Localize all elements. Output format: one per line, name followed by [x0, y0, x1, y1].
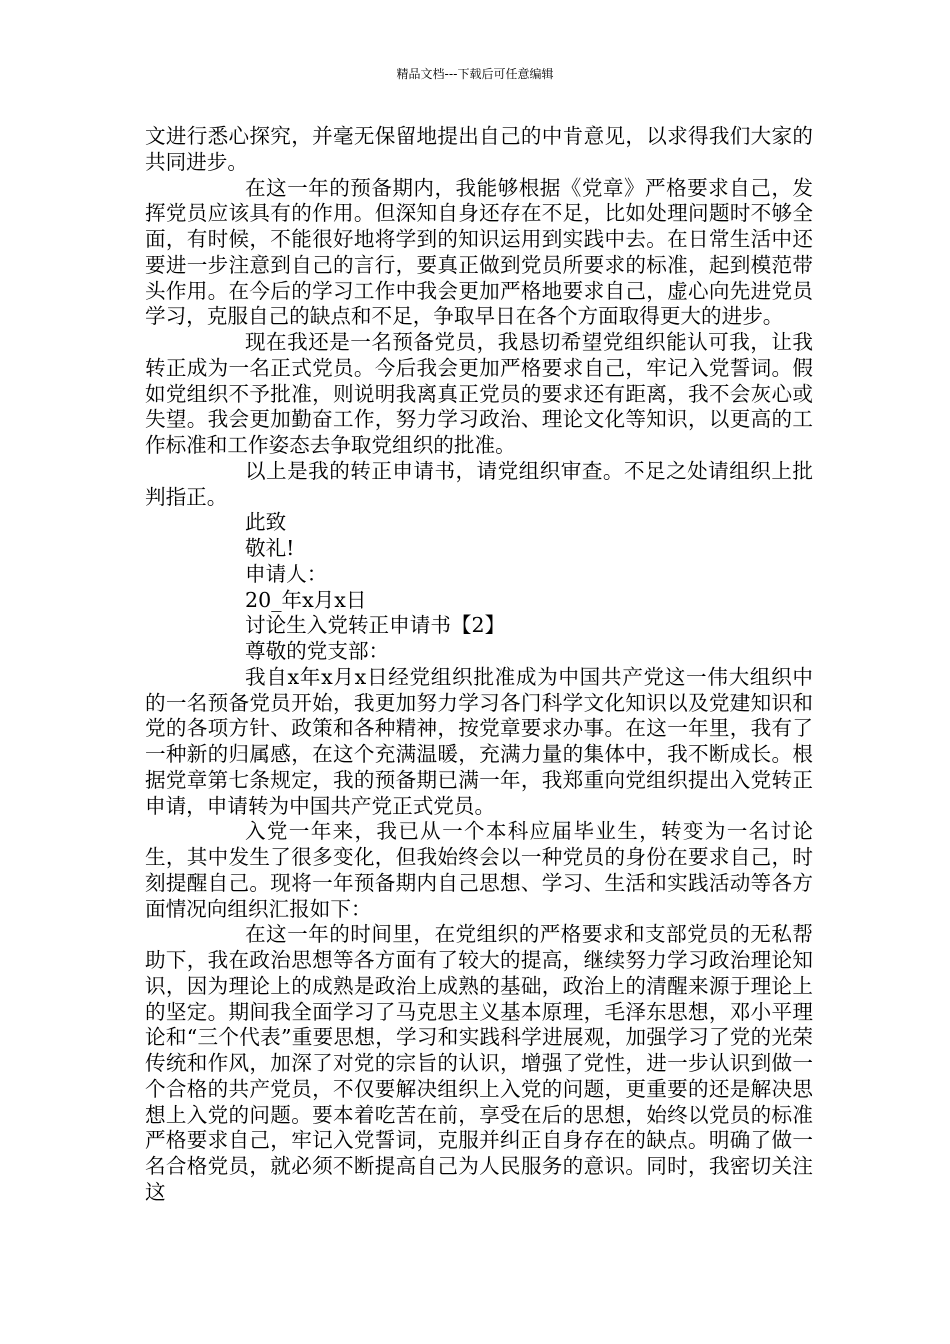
document-body	[145, 124, 813, 1206]
paragraph-year-overview: 入党一年来，我已从一个本科应届毕业生，转变为一名讨论生，其中发生了很多变化，但我始终会以一种党员的身份在要求自己，时刻提醒自己。现将一年预备期内自己思想、学习、生活和实践活动等各方面情况向组织汇报如下：	[145, 819, 813, 921]
page-header: 精品文档---下载后可任意编辑	[396, 67, 554, 81]
salutation-jingli: 敬礼!	[245, 536, 295, 560]
salutation-cizhi: 此致	[245, 510, 287, 535]
paragraph-request-approval: 现在我还是一名预备党员，我恳切希望党组织能认可我，让我转正成为一名正式党员。今后我会更加严格要求自己，牢记入党誓词。假如党组织不予批准，则说明我离真正党员的要求还有距离，我不会灰心或失望。我会更加勤奋工作，努力学习政治、理论文化等知识，以更高的工作标准和工作姿态去争取党组织的批准。	[145, 330, 813, 457]
section-title: 讨论生入党转正申请书【2】	[245, 613, 506, 638]
paragraph-probation-self-review: 在这一年的预备期内，我能够根据《党章》严格要求自己，发挥党员应该具有的作用。但深知自身还存在不足，比如处理问题时不够全面，有时候，不能很好地将学到的知识运用到实践中去。在日常生活中还要进一步注意到自己的言行，要真正做到党员所要求的标准，起到模范带头作用。在今后的学习工作中我会更加严格地要求自己，虚心向先进党员学习，克服自己的缺点和不足，争取早日在各个方面取得更大的进步。	[145, 175, 813, 329]
paragraph-continuation: 文进行悉心探究，并毫无保留地提出自己的中肯意见，以求得我们大家的共同进步。	[145, 124, 813, 174]
paragraph-closing-request: 以上是我的转正申请书，请党组织审查。不足之处请组织上批判指正。	[145, 458, 813, 509]
paragraph-membership-intro: 我自x年x月x日经党组织批准成为中国共产党这一伟大组织中的一名预备党员开始，我更加努力学习各门科学文化知识以及党建知识和党的各项方针、政策和各种精神，按党章要求办事。在这一年里，我有了一种新的归属感，在这个充满温暖，充满力量的集体中，我不断成长。根据党章第七条规定，我的预备期已满一年，我郑重向党组织提出入党转正申请，申请转为中国共产党正式党员。	[145, 664, 813, 818]
applicant-line: 申请人：	[245, 561, 328, 586]
addressee-line: 尊敬的党支部：	[245, 639, 390, 663]
paragraph-political-thought: 在这一年的时间里，在党组织的严格要求和支部党员的无私帮助下，我在政治思想等各方面有了较大的提高，继续努力学习政治理论知识，因为理论上的成熟是政治上成熟的基础，政治上的清醒来源于理论上的坚定。期间我全面学习了马克思主义基本原理，毛泽东思想，邓小平理论和“三个代表”重要思想，学习和实践科学进展观，加强学习了党的光荣传统和作风，加深了对党的宗旨的认识，增强了党性，进一步认识到做一个合格的共产党员，不仅要解决组织上入党的问题，更重要的还是解决思想上入党的问题。要本着吃苦在前，享受在后的思想，始终以党员的标准严格要求自己，牢记入党誓词，克服并纠正自身存在的缺点。明确了做一名合格党员，就必须不断提高自己为人民服务的意识。同时，我密切关注这	[145, 922, 813, 1204]
date-line: 20_年x月x日	[245, 587, 367, 612]
